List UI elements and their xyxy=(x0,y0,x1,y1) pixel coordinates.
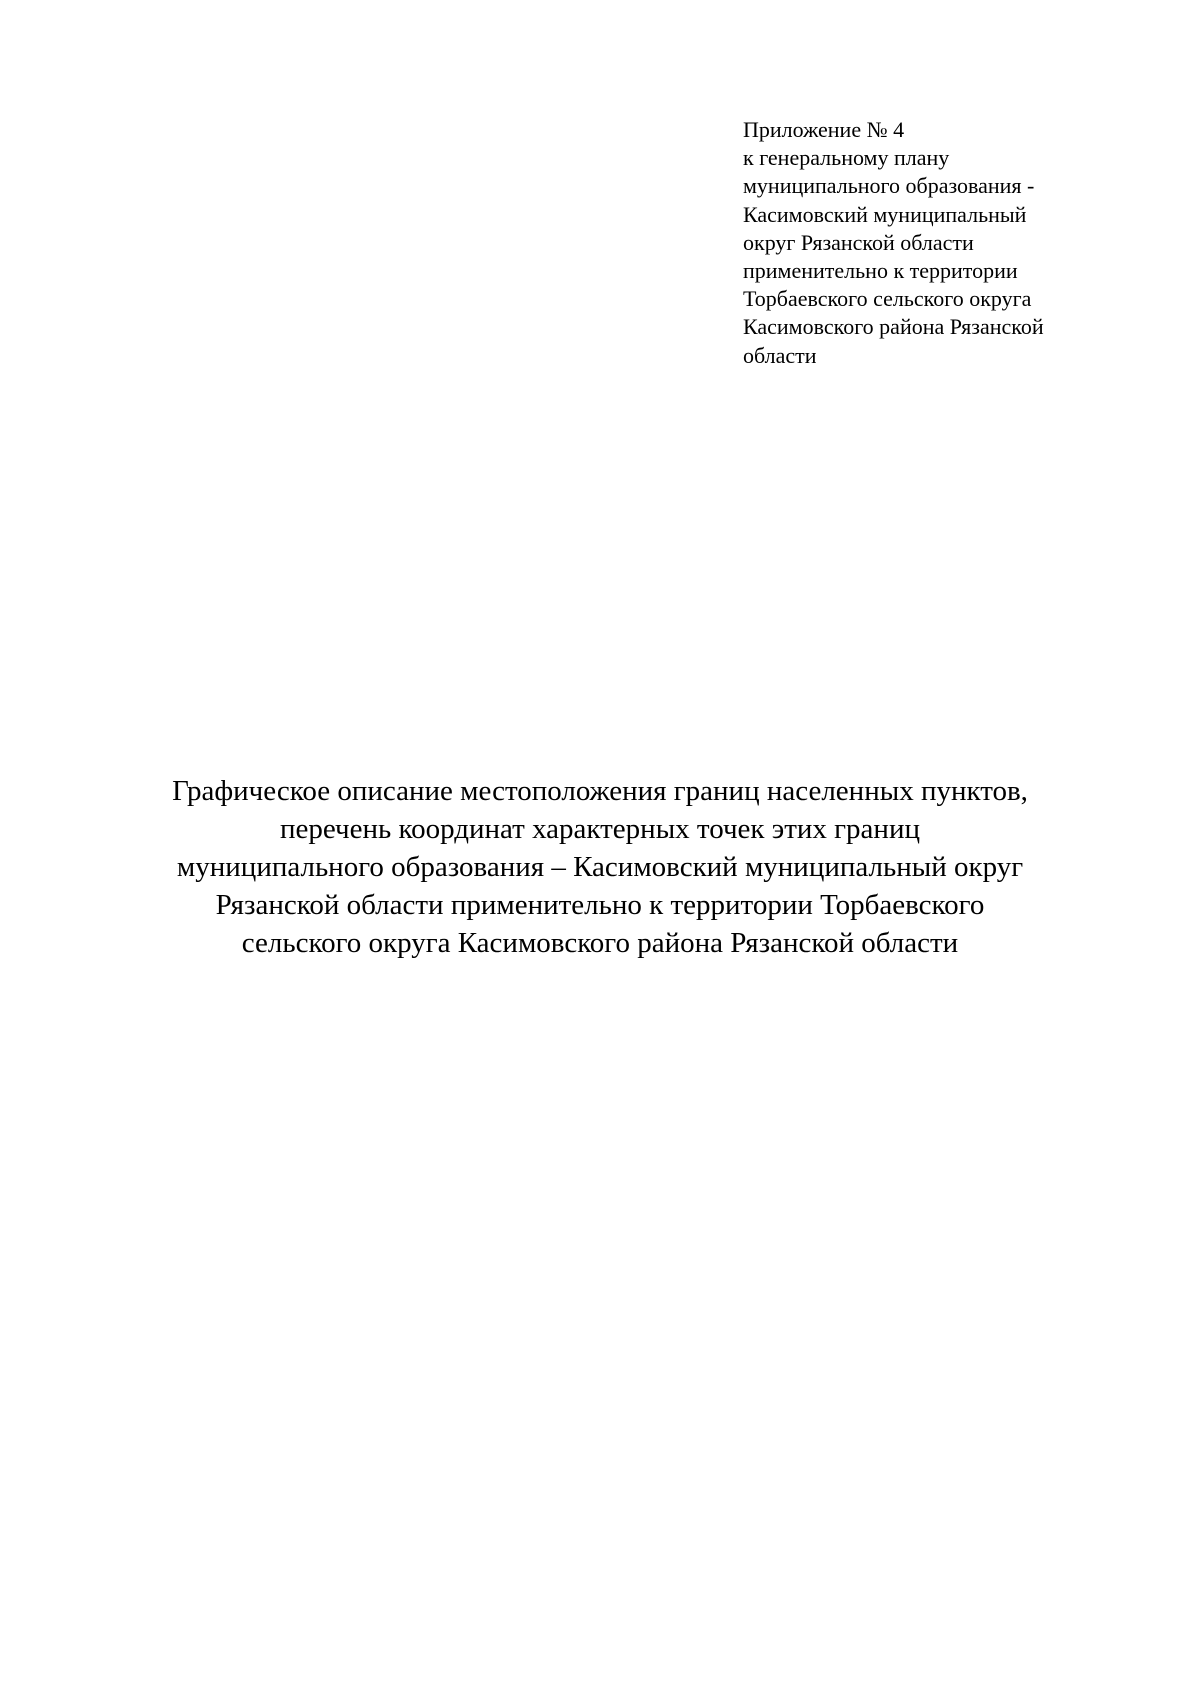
appendix-line: Приложение № 4 xyxy=(743,117,905,142)
appendix-line: к генеральному плану xyxy=(743,145,950,171)
appendix-note xyxy=(743,116,1163,370)
title-line: перечень координат характерных точек этих границ xyxy=(280,813,920,845)
appendix-line: Касимовский муниципальный xyxy=(743,201,1027,227)
appendix-line: округ Рязанской области xyxy=(743,229,974,255)
title-line: Рязанской области применительно к территории Торбаевского xyxy=(215,889,985,921)
appendix-line: Касимовского района Рязанской xyxy=(743,314,1044,340)
title-line: сельского округа Касимовского района Рязанской области xyxy=(241,927,959,959)
document-title xyxy=(100,772,1100,962)
appendix-line: муниципального образования - xyxy=(743,173,1035,199)
appendix-line: Торбаевского сельского округа xyxy=(743,286,1032,312)
title-line: Графическое описание местоположения границ населенных пунктов, xyxy=(172,775,1028,807)
title-line: муниципального образования – Касимовский муниципальный округ xyxy=(176,851,1024,883)
appendix-line: области xyxy=(743,342,817,368)
appendix-line: применительно к территории xyxy=(743,258,1018,284)
